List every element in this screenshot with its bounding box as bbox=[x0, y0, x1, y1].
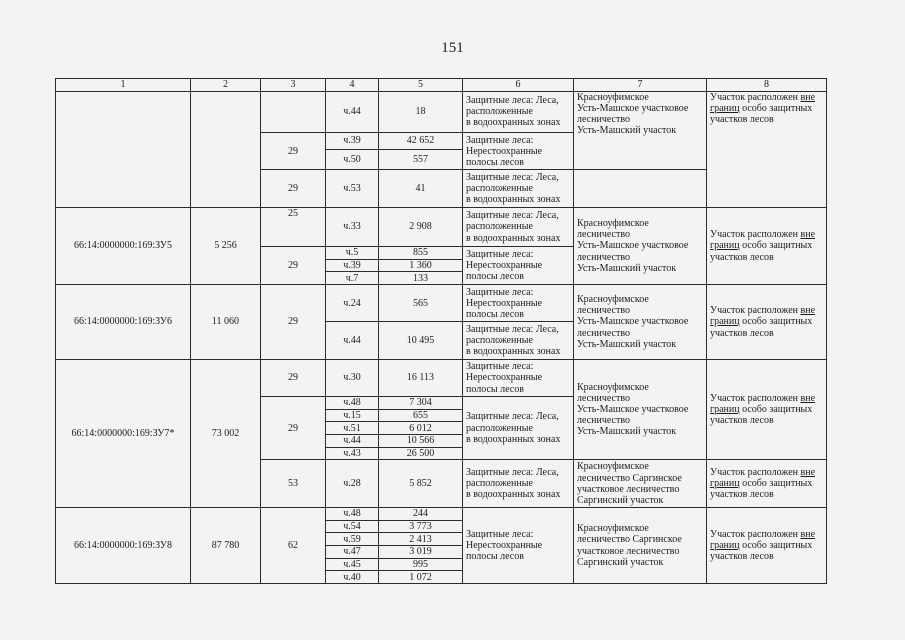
area-cell: 7 304 bbox=[379, 397, 463, 410]
purpose-line: Защитные леса: Леса, bbox=[466, 95, 559, 107]
forestry-line: Усть-Машский участок bbox=[577, 262, 677, 274]
vydel-cell: ч.40 bbox=[326, 571, 379, 584]
note-cell bbox=[707, 460, 827, 508]
forestry-line: Усть-Машское участковое bbox=[577, 316, 689, 328]
forestry-line: лесничество Саргинское bbox=[577, 472, 682, 484]
purpose-line: полосы лесов bbox=[466, 551, 524, 563]
column-number: 5 bbox=[379, 79, 463, 92]
vydel-cell: ч.44 bbox=[326, 91, 379, 132]
purpose-cell bbox=[463, 460, 574, 508]
plot-area-cell: 73 002 bbox=[191, 359, 261, 507]
area-cell: 5 852 bbox=[379, 460, 463, 508]
vydel-cell: ч.59 bbox=[326, 533, 379, 546]
purpose-cell bbox=[463, 91, 574, 132]
purpose-line: в водоохранных зонах bbox=[466, 489, 561, 501]
purpose-line: Защитные леса: Леса, bbox=[466, 171, 559, 183]
note-text: особо защитных участков лесов bbox=[710, 403, 813, 427]
forestry-line: Красноуфимское bbox=[577, 461, 649, 473]
note-underlined: вне границ bbox=[710, 229, 816, 252]
forestry-cell bbox=[574, 207, 707, 284]
forestry-line: Усть-Машское участковое bbox=[577, 102, 689, 114]
purpose-line: Защитные леса: bbox=[466, 286, 534, 298]
note-cell bbox=[707, 359, 827, 460]
purpose-line: в водоохранных зонах bbox=[466, 346, 561, 358]
forestry-line: Саргинский участок bbox=[577, 556, 664, 568]
kvartal-cell: 25 bbox=[261, 207, 326, 246]
area-cell: 10 566 bbox=[379, 435, 463, 448]
area-cell: 557 bbox=[379, 149, 463, 170]
forestry-line: лесничество bbox=[577, 392, 630, 404]
forestry-line: Красноуфимское bbox=[577, 217, 649, 229]
column-number: 1 bbox=[56, 79, 191, 92]
table-row bbox=[56, 91, 827, 132]
forestry-line: Усть-Машский участок bbox=[577, 338, 677, 350]
purpose-line: Защитные леса: Леса, bbox=[466, 323, 559, 335]
note-cell bbox=[707, 91, 827, 207]
vydel-cell: ч.47 bbox=[326, 545, 379, 558]
note-underlined: вне границ bbox=[710, 466, 816, 490]
area-cell: 2 413 bbox=[379, 533, 463, 546]
purpose-line: расположенные bbox=[466, 335, 533, 347]
plot-area-cell: 87 780 bbox=[191, 508, 261, 584]
vydel-cell: ч.45 bbox=[326, 558, 379, 571]
forestry-line: Красноуфимское bbox=[577, 294, 649, 305]
vydel-cell: ч.53 bbox=[326, 170, 379, 207]
note-text: особо защитных участков лесов bbox=[710, 539, 813, 563]
note-text: Участок расположен bbox=[710, 91, 798, 103]
area-cell: 3 773 bbox=[379, 520, 463, 533]
purpose-line: расположенные bbox=[466, 221, 533, 233]
column-number: 8 bbox=[707, 79, 827, 92]
note-cell bbox=[707, 207, 827, 284]
note-text: особо защитных участков лесов bbox=[710, 102, 813, 126]
note-underlined: вне границ bbox=[710, 528, 816, 551]
purpose-line: расположенные bbox=[466, 183, 533, 195]
vydel-cell: ч.24 bbox=[326, 285, 379, 322]
forest-plots-table bbox=[55, 78, 827, 584]
kvartal-cell: 62 bbox=[261, 508, 326, 584]
purpose-line: полосы лесов bbox=[466, 271, 524, 283]
plot-area-cell: 11 060 bbox=[191, 285, 261, 360]
area-cell: 995 bbox=[379, 558, 463, 571]
table-row bbox=[56, 508, 827, 521]
cadastral-number-cell: 66:14:0000000:169:ЗУ6 bbox=[56, 285, 191, 360]
forestry-cell bbox=[574, 91, 707, 170]
note-cell bbox=[707, 508, 827, 584]
note-cell bbox=[707, 285, 827, 360]
forestry-line: лесничество bbox=[577, 305, 630, 317]
note-underlined: вне границ bbox=[710, 305, 816, 328]
kvartal-cell: 29 bbox=[261, 133, 326, 170]
purpose-line: в водоохранных зонах bbox=[466, 433, 561, 445]
purpose-cell bbox=[463, 207, 574, 246]
vydel-cell: ч.43 bbox=[326, 447, 379, 460]
purpose-cell bbox=[463, 359, 574, 396]
purpose-cell bbox=[463, 133, 574, 170]
area-cell: 10 495 bbox=[379, 322, 463, 359]
forestry-line: Красноуфимское bbox=[577, 91, 649, 103]
column-number: 2 bbox=[191, 79, 261, 92]
kvartal-cell: 29 bbox=[261, 247, 326, 285]
area-cell: 855 bbox=[379, 247, 463, 260]
purpose-line: Нерестоохранные bbox=[466, 297, 543, 309]
cadastral-number-cell: 66:14:0000000:169:ЗУ5 bbox=[56, 207, 191, 284]
note-text: Участок расположен bbox=[710, 466, 798, 478]
vydel-cell: ч.48 bbox=[326, 508, 379, 521]
forestry-line: лесничество bbox=[577, 251, 630, 263]
area-cell: 133 bbox=[379, 272, 463, 285]
forestry-line: Усть-Машский участок bbox=[577, 125, 677, 137]
column-number: 4 bbox=[326, 79, 379, 92]
area-cell: 655 bbox=[379, 409, 463, 422]
vydel-cell: ч.39 bbox=[326, 259, 379, 272]
cadastral-number-cell bbox=[56, 91, 191, 207]
plot-area-cell: 5 256 bbox=[191, 207, 261, 284]
forestry-cell bbox=[574, 359, 707, 460]
purpose-line: в водоохранных зонах bbox=[466, 232, 561, 244]
forestry-cell bbox=[574, 508, 707, 584]
column-number: 7 bbox=[574, 79, 707, 92]
purpose-line: полосы лесов bbox=[466, 156, 524, 168]
purpose-line: Защитные леса: bbox=[466, 134, 534, 146]
purpose-line: Защитные леса: Леса, bbox=[466, 210, 559, 222]
purpose-line: Защитные леса: bbox=[466, 361, 534, 373]
area-cell: 565 bbox=[379, 285, 463, 322]
forestry-line: Усть-Машское участковое bbox=[577, 240, 689, 252]
kvartal-cell: 29 bbox=[261, 285, 326, 360]
purpose-line: Нерестоохранные bbox=[466, 260, 543, 272]
purpose-line: Нерестоохранные bbox=[466, 539, 543, 551]
purpose-line: расположенные bbox=[466, 106, 533, 118]
forestry-cell bbox=[574, 285, 707, 360]
purpose-cell bbox=[463, 397, 574, 460]
vydel-cell: ч.39 bbox=[326, 133, 379, 150]
forestry-cell bbox=[574, 460, 707, 508]
forestry-line: Саргинский участок bbox=[577, 494, 664, 506]
vydel-cell: ч.50 bbox=[326, 149, 379, 170]
plot-area-cell bbox=[191, 91, 261, 207]
forestry-line: Красноуфимское bbox=[577, 381, 649, 393]
area-cell: 6 012 bbox=[379, 422, 463, 435]
column-number: 6 bbox=[463, 79, 574, 92]
area-cell: 244 bbox=[379, 508, 463, 521]
purpose-line: Нерестоохранные bbox=[466, 145, 543, 157]
kvartal-cell: 29 bbox=[261, 359, 326, 396]
note-underlined: вне границ bbox=[710, 91, 816, 114]
note-text: Участок расположен bbox=[710, 392, 798, 404]
area-cell: 16 113 bbox=[379, 359, 463, 396]
kvartal-cell bbox=[261, 91, 326, 132]
purpose-line: Нерестоохранные bbox=[466, 372, 543, 384]
vydel-cell: ч.5 bbox=[326, 247, 379, 260]
note-text: Участок расположен bbox=[710, 528, 798, 540]
forestry-line: лесничество bbox=[577, 415, 630, 427]
area-cell: 3 019 bbox=[379, 545, 463, 558]
kvartal-cell: 29 bbox=[261, 170, 326, 207]
purpose-line: Защитные леса: bbox=[466, 528, 534, 540]
vydel-cell: ч.30 bbox=[326, 359, 379, 396]
vydel-cell: ч.51 bbox=[326, 422, 379, 435]
area-cell: 42 652 bbox=[379, 133, 463, 150]
forestry-line: лесничество bbox=[577, 327, 630, 339]
forestry-line: лесничество Саргинское bbox=[577, 534, 682, 546]
area-cell: 18 bbox=[379, 91, 463, 132]
note-underlined: вне границ bbox=[710, 392, 816, 415]
purpose-line: полосы лесов bbox=[466, 308, 524, 320]
column-number-row bbox=[56, 79, 827, 92]
purpose-line: Защитные леса: Леса, bbox=[466, 466, 559, 478]
forestry-line: Красноуфимское bbox=[577, 523, 649, 535]
area-cell: 26 500 bbox=[379, 447, 463, 460]
area-cell: 1 072 bbox=[379, 571, 463, 584]
cadastral-number-cell: 66:14:0000000:169:ЗУ7* bbox=[56, 359, 191, 507]
kvartal-cell: 53 bbox=[261, 460, 326, 508]
vydel-cell: ч.44 bbox=[326, 322, 379, 359]
column-number: 3 bbox=[261, 79, 326, 92]
purpose-line: в водоохранных зонах bbox=[466, 194, 561, 206]
table-row bbox=[56, 207, 827, 246]
vydel-cell: ч.15 bbox=[326, 409, 379, 422]
forestry-line: участковое лесничество bbox=[577, 483, 680, 495]
purpose-cell bbox=[463, 170, 574, 207]
vydel-cell: ч.7 bbox=[326, 272, 379, 285]
purpose-line: расположенные bbox=[466, 478, 533, 490]
table-row bbox=[56, 359, 827, 396]
note-text: особо защитных участков лесов bbox=[710, 478, 813, 501]
note-text: Участок расположен bbox=[710, 305, 798, 317]
purpose-line: Защитные леса: Леса, bbox=[466, 411, 559, 423]
vydel-cell: ч.33 bbox=[326, 207, 379, 246]
kvartal-cell: 29 bbox=[261, 397, 326, 460]
purpose-line: Защитные леса: bbox=[466, 248, 534, 260]
purpose-line: расположенные bbox=[466, 422, 533, 434]
forestry-line: лесничество bbox=[577, 114, 630, 126]
note-text: особо защитных участков лесов bbox=[710, 316, 813, 339]
vydel-cell: ч.48 bbox=[326, 397, 379, 410]
forestry-line: Усть-Машский участок bbox=[577, 426, 677, 438]
purpose-line: в водоохранных зонах bbox=[466, 117, 561, 129]
purpose-cell bbox=[463, 322, 574, 359]
purpose-line: полосы лесов bbox=[466, 383, 524, 395]
table-row bbox=[56, 285, 827, 322]
vydel-cell: ч.44 bbox=[326, 435, 379, 448]
purpose-cell bbox=[463, 247, 574, 285]
note-text: особо защитных участков лесов bbox=[710, 240, 813, 263]
purpose-cell bbox=[463, 285, 574, 322]
area-cell: 41 bbox=[379, 170, 463, 207]
purpose-cell bbox=[463, 508, 574, 584]
cadastral-number-cell: 66:14:0000000:169:ЗУ8 bbox=[56, 508, 191, 584]
area-cell: 2 908 bbox=[379, 207, 463, 246]
forestry-cell bbox=[574, 170, 707, 207]
page-number: 151 bbox=[441, 40, 464, 56]
vydel-cell: ч.28 bbox=[326, 460, 379, 508]
forestry-line: Усть-Машское участковое bbox=[577, 403, 689, 415]
forestry-line: участковое лесничество bbox=[577, 545, 680, 557]
forestry-line: лесничество bbox=[577, 229, 630, 241]
area-cell: 1 360 bbox=[379, 259, 463, 272]
vydel-cell: ч.54 bbox=[326, 520, 379, 533]
note-text: Участок расположен bbox=[710, 229, 798, 241]
